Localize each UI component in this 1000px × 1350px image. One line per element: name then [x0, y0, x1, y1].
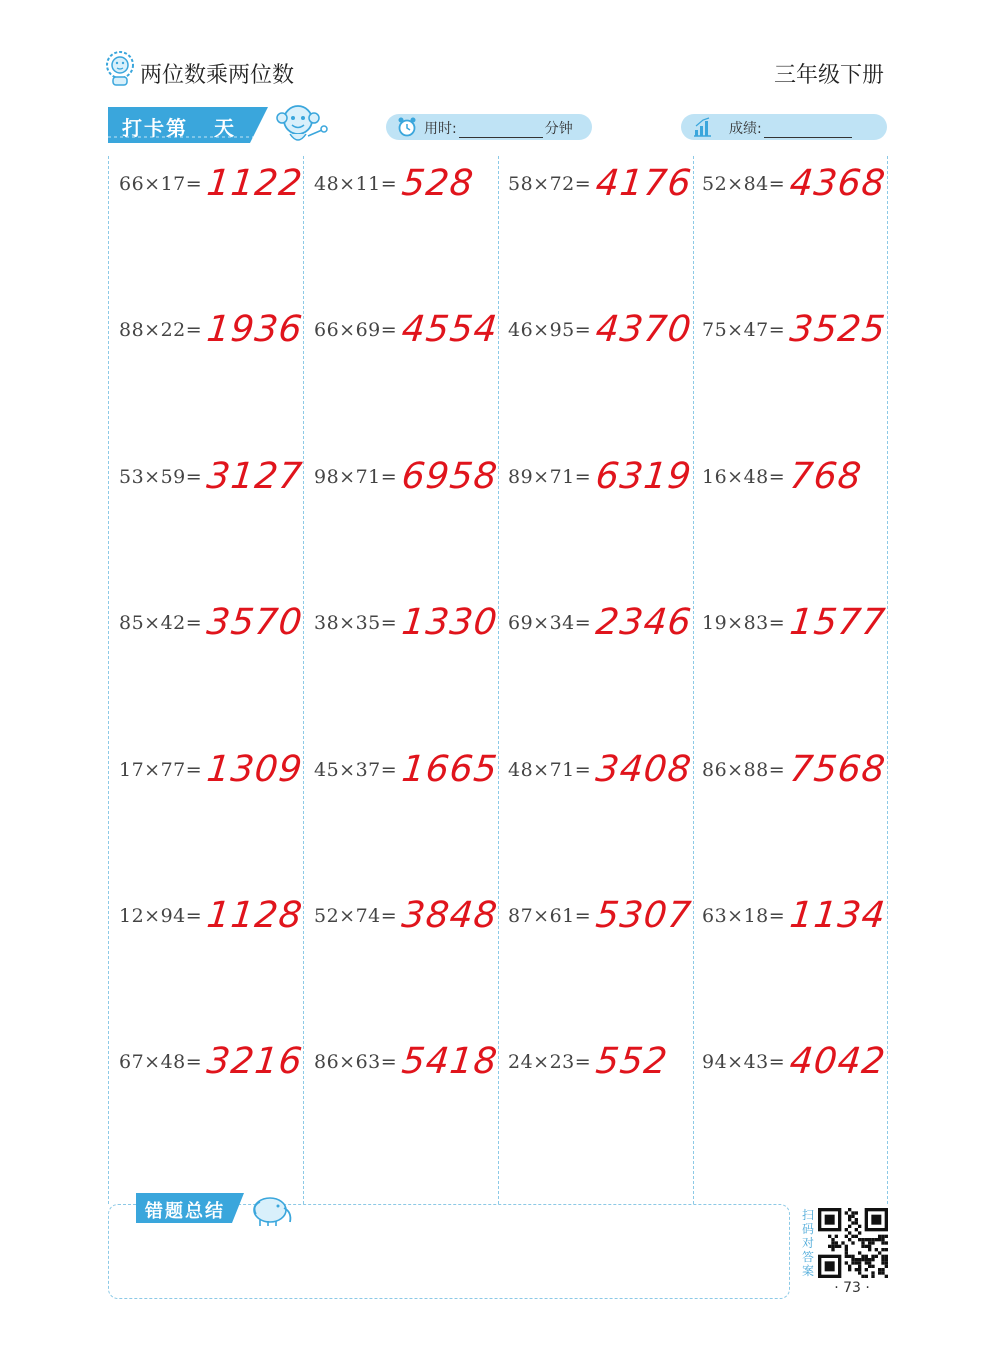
- handwritten-answer: 1577: [787, 602, 888, 643]
- problem-expression: 19×83=: [702, 612, 786, 634]
- qr-module: [885, 1275, 888, 1278]
- scan-char: 码: [801, 1222, 814, 1236]
- problem-item: [702, 309, 888, 379]
- qr-module: [855, 1268, 858, 1271]
- qr-module: [868, 1241, 871, 1244]
- problem-item: [119, 163, 305, 233]
- problem-item: [314, 456, 500, 526]
- handwritten-answer: 1134: [787, 895, 888, 936]
- qr-module: [848, 1208, 851, 1211]
- time-blank[interactable]: [459, 137, 543, 138]
- qr-module: [871, 1255, 874, 1258]
- qr-module: [885, 1265, 888, 1268]
- qr-module: [831, 1241, 834, 1244]
- qr-module: [848, 1225, 851, 1228]
- alarm-clock-icon: [396, 116, 418, 138]
- qr-module: [851, 1215, 854, 1218]
- handwritten-answer: 6958: [399, 456, 500, 497]
- qr-module: [881, 1248, 884, 1251]
- problem-expression: 66×69=: [314, 319, 398, 341]
- scan-char: 答: [801, 1250, 814, 1264]
- grid-divider: [108, 156, 109, 1204]
- qr-module: [831, 1238, 834, 1241]
- score-label-text: 成绩:: [729, 121, 762, 137]
- handwritten-answer: 4554: [399, 309, 500, 350]
- problem-expression: 24×23=: [508, 1051, 592, 1073]
- handwritten-answer: 3408: [593, 749, 694, 790]
- handwritten-answer: 2346: [593, 602, 694, 643]
- qr-module: [871, 1258, 874, 1261]
- problem-expression: 45×37=: [314, 759, 398, 781]
- problem-item: [508, 1041, 688, 1111]
- handwritten-answer: 1122: [204, 163, 305, 204]
- qr-module: [835, 1235, 838, 1238]
- problem-item: [314, 749, 500, 819]
- qr-module: [851, 1235, 854, 1238]
- qr-module: [878, 1251, 881, 1254]
- handwritten-answer: 5418: [399, 1041, 500, 1082]
- qr-module: [865, 1258, 868, 1261]
- problem-item: [119, 309, 305, 379]
- handwritten-answer: 4042: [787, 1041, 888, 1082]
- qr-module: [871, 1271, 874, 1274]
- qr-module: [831, 1248, 834, 1251]
- problem-item: [314, 163, 494, 233]
- summary-label: 错题总结: [145, 1201, 225, 1222]
- chart-ladder-icon: [691, 116, 713, 138]
- qr-module: [851, 1211, 854, 1214]
- problem-expression: 86×63=: [314, 1051, 398, 1073]
- time-unit: 分钟: [544, 121, 573, 137]
- qr-module: [881, 1268, 884, 1271]
- score-label: [729, 118, 852, 138]
- qr-module: [871, 1238, 874, 1241]
- qr-module: [881, 1258, 884, 1261]
- page-number: · 73 ·: [834, 1280, 870, 1296]
- problem-expression: 89×71=: [508, 466, 592, 488]
- qr-module: [848, 1238, 851, 1241]
- qr-module: [855, 1218, 858, 1221]
- qr-module: [861, 1255, 864, 1258]
- qr-module: [881, 1235, 884, 1238]
- elephant-icon: [248, 1188, 294, 1228]
- problem-item: [508, 456, 694, 526]
- qr-module: [881, 1241, 884, 1244]
- qr-module: [848, 1215, 851, 1218]
- qr-module: [871, 1241, 874, 1244]
- handwritten-answer: 528: [399, 163, 476, 204]
- qr-module: [881, 1271, 884, 1274]
- problem-item: [508, 309, 694, 379]
- handwritten-answer: 768: [787, 456, 864, 497]
- qr-module: [858, 1268, 861, 1271]
- problem-expression: 98×71=: [314, 466, 398, 488]
- scan-char: 对: [801, 1236, 814, 1250]
- handwritten-answer: 1128: [204, 895, 305, 936]
- qr-module: [865, 1268, 868, 1271]
- problem-item: [508, 749, 694, 819]
- qr-module: [865, 1255, 868, 1258]
- qr-module: [875, 1255, 878, 1258]
- qr-module: [858, 1271, 861, 1274]
- handwritten-answer: 3216: [204, 1041, 305, 1082]
- handwritten-answer: 3525: [787, 309, 888, 350]
- qr-module: [855, 1221, 858, 1224]
- qr-module: [825, 1215, 835, 1225]
- qr-module: [861, 1275, 864, 1278]
- qr-module: [858, 1258, 861, 1261]
- qr-module: [861, 1258, 864, 1261]
- qr-module: [845, 1251, 848, 1254]
- qr-module: [878, 1238, 881, 1241]
- qr-module: [885, 1255, 888, 1258]
- problem-item: [314, 602, 500, 672]
- qr-module: [878, 1271, 881, 1274]
- qr-module: [828, 1235, 831, 1238]
- qr-code-icon[interactable]: [818, 1208, 888, 1278]
- qr-module: [878, 1235, 881, 1238]
- qr-module: [861, 1238, 864, 1241]
- time-label-text: 用时:: [424, 121, 457, 137]
- handwritten-answer: 7568: [787, 749, 888, 790]
- qr-module: [858, 1238, 861, 1241]
- qr-module: [871, 1215, 881, 1225]
- handwritten-answer: 4370: [593, 309, 694, 350]
- score-blank[interactable]: [764, 137, 852, 138]
- qr-module: [885, 1248, 888, 1251]
- problem-expression: 75×47=: [702, 319, 786, 341]
- qr-module: [848, 1231, 851, 1234]
- qr-module: [875, 1248, 878, 1251]
- problem-expression: 48×11=: [314, 173, 398, 195]
- problem-item: [314, 1041, 500, 1111]
- problem-item: [119, 602, 305, 672]
- qr-module: [861, 1245, 864, 1248]
- problem-item: [702, 456, 882, 526]
- problem-item: [702, 163, 888, 233]
- qr-module: [865, 1261, 868, 1264]
- qr-module: [858, 1251, 861, 1254]
- time-label: [424, 118, 573, 138]
- qr-module: [851, 1255, 854, 1258]
- qr-module: [848, 1268, 851, 1271]
- qr-module: [865, 1238, 868, 1241]
- qr-module: [861, 1241, 864, 1244]
- qr-module: [855, 1211, 858, 1214]
- qr-module: [845, 1248, 848, 1251]
- qr-module: [835, 1241, 838, 1244]
- problem-expression: 12×94=: [119, 905, 203, 927]
- problem-expression: 16×48=: [702, 466, 786, 488]
- problem-item: [702, 1041, 888, 1111]
- problem-expression: 46×95=: [508, 319, 592, 341]
- qr-module: [885, 1261, 888, 1264]
- page-title: 两位数乘两位数: [140, 63, 295, 88]
- qr-module: [848, 1218, 851, 1221]
- handwritten-answer: 5307: [593, 895, 694, 936]
- problem-expression: 88×22=: [119, 319, 203, 341]
- qr-module: [881, 1261, 884, 1264]
- handwritten-answer: 1665: [399, 749, 500, 790]
- problem-expression: 52×84=: [702, 173, 786, 195]
- qr-module: [828, 1245, 831, 1248]
- qr-module: [868, 1248, 871, 1251]
- qr-module: [851, 1241, 854, 1244]
- qr-module: [855, 1261, 858, 1264]
- qr-module: [885, 1241, 888, 1244]
- qr-module: [885, 1258, 888, 1261]
- qr-module: [878, 1268, 881, 1271]
- qr-module: [865, 1245, 868, 1248]
- qr-module: [825, 1261, 835, 1271]
- qr-module: [881, 1255, 884, 1258]
- qr-module: [845, 1245, 848, 1248]
- qr-module: [858, 1225, 861, 1228]
- qr-module: [831, 1245, 834, 1248]
- problem-expression: 58×72=: [508, 173, 592, 195]
- monkey-icon: [272, 100, 330, 148]
- qr-module: [858, 1261, 861, 1264]
- qr-module: [868, 1238, 871, 1241]
- qr-module: [848, 1265, 851, 1268]
- problem-item: [702, 602, 888, 672]
- scan-label: [800, 1208, 816, 1278]
- scan-char: 案: [801, 1264, 814, 1278]
- problem-expression: 85×42=: [119, 612, 203, 634]
- qr-module: [868, 1258, 871, 1261]
- handwritten-answer: 1309: [204, 749, 305, 790]
- qr-module: [845, 1261, 848, 1264]
- checkin-label-right: 天: [214, 116, 236, 140]
- qr-module: [875, 1238, 878, 1241]
- problem-expression: 52×74=: [314, 905, 398, 927]
- handwritten-answer: 3127: [204, 456, 305, 497]
- qr-module: [858, 1265, 861, 1268]
- qr-module: [881, 1238, 884, 1241]
- problem-item: [508, 163, 694, 233]
- qr-module: [871, 1265, 874, 1268]
- scan-char: 扫: [801, 1208, 814, 1222]
- checkin-label-left: 打卡第: [122, 116, 188, 140]
- problem-expression: 53×59=: [119, 466, 203, 488]
- time-field: [386, 114, 592, 140]
- qr-module: [868, 1265, 871, 1268]
- qr-module: [845, 1211, 848, 1214]
- qr-module: [845, 1255, 848, 1258]
- qr-module: [848, 1255, 851, 1258]
- problem-expression: 66×17=: [119, 173, 203, 195]
- qr-module: [855, 1235, 858, 1238]
- lion-logo-icon: [104, 50, 136, 86]
- problem-expression: 69×34=: [508, 612, 592, 634]
- problem-item: [314, 895, 500, 965]
- problem-expression: 63×18=: [702, 905, 786, 927]
- problem-item: [119, 456, 305, 526]
- qr-module: [871, 1275, 874, 1278]
- handwritten-answer: 3848: [399, 895, 500, 936]
- problem-expression: 87×61=: [508, 905, 592, 927]
- qr-module: [855, 1258, 858, 1261]
- problem-expression: 94×43=: [702, 1051, 786, 1073]
- checkin-label: [122, 112, 236, 141]
- qr-module: [855, 1228, 858, 1231]
- problem-item: [508, 895, 694, 965]
- qr-module: [885, 1235, 888, 1238]
- grade-label: 三年级下册: [773, 63, 884, 88]
- qr-module: [835, 1245, 838, 1248]
- problem-item: [119, 1041, 305, 1111]
- qr-module: [851, 1221, 854, 1224]
- handwritten-answer: 3570: [204, 602, 305, 643]
- problem-item: [119, 749, 305, 819]
- problem-item: [702, 895, 888, 965]
- handwritten-answer: 4368: [787, 163, 888, 204]
- handwritten-answer: 552: [593, 1041, 670, 1082]
- handwritten-answer: 6319: [593, 456, 694, 497]
- score-field: [681, 114, 887, 140]
- handwritten-answer: 1330: [399, 602, 500, 643]
- qr-module: [841, 1241, 844, 1244]
- problem-item: [314, 309, 500, 379]
- qr-module: [868, 1245, 871, 1248]
- qr-module: [845, 1228, 848, 1231]
- problem-expression: 86×88=: [702, 759, 786, 781]
- handwritten-answer: 1936: [204, 309, 305, 350]
- qr-module: [845, 1235, 848, 1238]
- qr-module: [868, 1261, 871, 1264]
- problem-item: [508, 602, 694, 672]
- qr-module: [865, 1275, 868, 1278]
- handwritten-answer: 4176: [593, 163, 694, 204]
- qr-module: [851, 1261, 854, 1264]
- qr-module: [858, 1231, 861, 1234]
- problem-expression: 38×35=: [314, 612, 398, 634]
- problem-item: [702, 749, 888, 819]
- qr-module: [838, 1245, 841, 1248]
- problem-expression: 67×48=: [119, 1051, 203, 1073]
- problem-expression: 48×71=: [508, 759, 592, 781]
- qr-module: [851, 1258, 854, 1261]
- problem-expression: 17×77=: [119, 759, 203, 781]
- problem-item: [119, 895, 305, 965]
